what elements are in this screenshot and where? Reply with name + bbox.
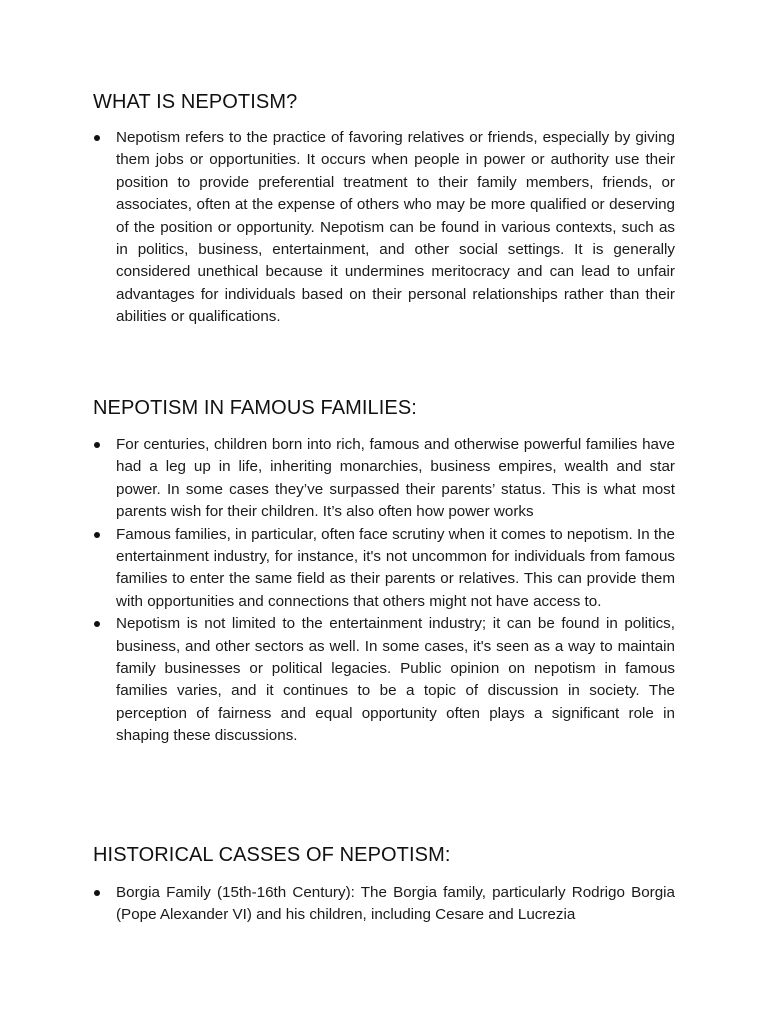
bullet-item	[93, 434, 675, 524]
bullet-text: For centuries, children born into rich, famous and otherwise powerful families have had a leg up in life, inheriting monarchies, business empires, wealth and star power. In some cases they’ve surpassed their parents’ status. This is what most parents wish for their children. It’s also often how power works	[116, 436, 675, 521]
section-nepotism-in-famous-families	[93, 396, 675, 748]
bullet-item	[93, 127, 675, 329]
bullet-item	[93, 613, 675, 747]
bullet-item	[93, 524, 675, 614]
section-heading: HISTORICAL CASSES OF NEPOTISM:	[93, 844, 451, 866]
section-what-is-nepotism	[93, 90, 675, 329]
section-heading: WHAT IS NEPOTISM?	[93, 91, 298, 113]
bullet-text: Nepotism refers to the practice of favoring relatives or friends, especially by giving them jobs or opportunities. It occurs when people in power or authority use their position to provide preferential treatment to their family members, friends, or associates, often at the expense of others who may be more qualified or deserving of the position or opportunity. Nepotism can be found in various contexts, such as in politics, business, entertainment, and other social settings. It is generally considered unethical because it undermines meritocracy and can lead to unfair advantages for individuals based on their personal relationships rather than their abilities or qualifications.	[116, 129, 675, 326]
section-heading: NEPOTISM IN FAMOUS FAMILIES:	[93, 397, 417, 419]
bullet-text: Borgia Family (15th-16th Century): The Borgia family, particularly Rodrigo Borgia (Pope Alexander VI) and his children, including Cesare and Lucrezia	[116, 884, 675, 924]
bullet-list	[93, 434, 675, 748]
bullet-text: Famous families, in particular, often face scrutiny when it comes to nepotism. In the entertainment industry, for instance, it's not uncommon for individuals from famous families to enter the same field as their parents or relatives. This can provide them with opportunities and connections that others might not have access to.	[116, 525, 675, 610]
bullet-text: Nepotism is not limited to the entertainment industry; it can be found in politics, business, and other sectors as well. In some cases, it's seen as a way to maintain family businesses or political legacies. Public opinion on nepotism in famous families varies, and it continues to be a topic of discussion in society. The perception of fairness and equal opportunity often plays a significant role in shaping these discussions.	[116, 615, 675, 745]
bullet-list	[93, 882, 675, 927]
bullet-item	[93, 882, 675, 927]
bullet-list	[93, 127, 675, 329]
section-historical-cases-of-nepotism	[93, 843, 675, 927]
